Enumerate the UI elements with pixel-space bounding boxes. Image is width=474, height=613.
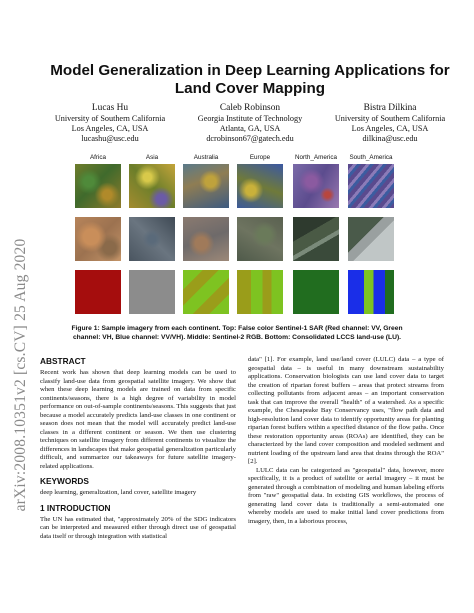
right-column: [248, 356, 444, 526]
lu-tile-asia: [129, 270, 175, 314]
rgb-tile-europe: [237, 217, 283, 261]
figure-caption: Figure 1: Sample imagery from each continent. Top: False color Sentinel-1 SAR (Red channel: VV, Green channel: VH, Blue channel: VV/VH). Middle: Sentinel-2 RGB. Bottom: Consolidated LCCS land-use (LU).: [71, 325, 403, 341]
author-affiliation: Georgia Institute of Technology: [197, 114, 303, 123]
lu-tile-north-america: [293, 270, 339, 314]
author-location: Los Angeles, CA, USA: [351, 124, 429, 133]
author-1: [40, 102, 180, 144]
figure-1: [70, 154, 404, 322]
rgb-tile-africa: [75, 217, 121, 261]
body-paragraph-1: data" [1]. For example, land use/land cover (LULC) data – a type of geospatial data – is useful in many downstream sustainability applications. Conservation biologists can use land cover data to target the creation of riparian forest buffers – areas that protect streams from collecting pollutants from adjacent areas – an important conservation task that can improve the overall "health" of a watershed. As a specific example, the Chesapeake Bay Conservancy uses, "flow path data and high-resolution land cover data to identify opportunity areas for planting riparian forest buffers within a specified distance of the flow paths. Once these restoration opportunity areas (ROAs) are identified, they can be characterized by the land cover composition and modeled sediment and nutrient loading of the upstream land area that drains through the ROA" [2].: [248, 356, 444, 465]
sar-tile-africa: [75, 164, 121, 208]
column-label-south-america: South_America: [349, 154, 393, 161]
rgb-tile-australia: [183, 217, 229, 261]
column-label-australia: Australia: [193, 154, 219, 161]
rgb-tile-south-america: [348, 217, 394, 261]
author-email[interactable]: dilkina@usc.edu: [362, 134, 418, 143]
sar-tile-south-america: [348, 164, 394, 208]
rgb-tile-north-america: [293, 217, 339, 261]
author-email[interactable]: dcrobinson67@gatech.edu: [206, 134, 294, 143]
author-location: Atlanta, GA, USA: [219, 124, 281, 133]
column-label-africa: Africa: [89, 154, 107, 161]
author-3: [320, 102, 460, 144]
column-label-asia: Asia: [145, 154, 159, 161]
author-2: [180, 102, 320, 144]
sar-tile-north-america: [293, 164, 339, 208]
author-location: Los Angeles, CA, USA: [71, 124, 149, 133]
author-email[interactable]: lucashu@usc.edu: [81, 134, 139, 143]
lu-tile-europe: [237, 270, 283, 314]
abstract-heading: ABSTRACT: [40, 356, 86, 366]
column-label-europe: Europe: [249, 154, 271, 161]
author-name: Lucas Hu: [91, 103, 129, 113]
left-column: [40, 356, 236, 541]
introduction-heading: 1 INTRODUCTION: [40, 502, 111, 513]
body-paragraph-2: LULC data can be categorized as "geospatial" data, however, more specifically, it is a product of satellite or aerial imagery – it must be generated through a combination of modeling and human labeling efforts from "raw" geospatial data. In existing GIS workflows, the process of generating land cover data is traditionally a semi-automated one whereby models are used to make initial land cover predictions from imagery, then, in a laborious process,: [248, 466, 444, 525]
abstract-text: Recent work has shown that deep learning models can be used to classify land-use data from geospatial satellite imagery. We show that when these deep learning models are trained on data from specific continents/seasons, there is a high degree of variability in model performance on out-of-sample continents/seasons. This suggests that just because a model accurately predicts land-use classes in one continent or season does not mean that the model will accurately predict land-use classes in a different continent or season. We then use clustering techniques on satellite imagery from different continents to visualize the differences in landscapes that make geospatial generalization particularly difficult, and summarize our takeaways for future satellite imagery-related applications.: [40, 369, 236, 470]
sar-tile-asia: [129, 164, 175, 208]
lu-tile-africa: [75, 270, 121, 314]
lu-tile-australia: [183, 270, 229, 314]
keywords-text: deep learning, generalization, land cover, satellite imagery: [40, 489, 197, 496]
keywords-heading: KEYWORDS: [40, 476, 89, 486]
paper-title: Model Generalization in Deep Learning Applications for Land Cover Mapping: [50, 62, 450, 97]
sar-tile-australia: [183, 164, 229, 208]
sar-tile-europe: [237, 164, 283, 208]
lu-tile-south-america: [348, 270, 394, 314]
author-name: Caleb Robinson: [219, 103, 281, 113]
arxiv-id: arXiv:2008.10351v2 [cs.CV] 25 Aug 2020: [12, 238, 29, 512]
author-block: [40, 102, 460, 152]
column-label-north-america: North_America: [295, 154, 337, 161]
arxiv-stamp: [6, 175, 36, 575]
author-affiliation: University of Southern California: [334, 114, 446, 123]
introduction-text: The UN has estimated that, "approximately 20% of the SDG indicators can be interpreted and measured either through direct use of geospatial data itself or through integration with statistical: [40, 515, 236, 540]
rgb-tile-asia: [129, 217, 175, 261]
author-affiliation: University of Southern California: [54, 114, 166, 123]
author-name: Bistra Dilkina: [363, 103, 417, 113]
